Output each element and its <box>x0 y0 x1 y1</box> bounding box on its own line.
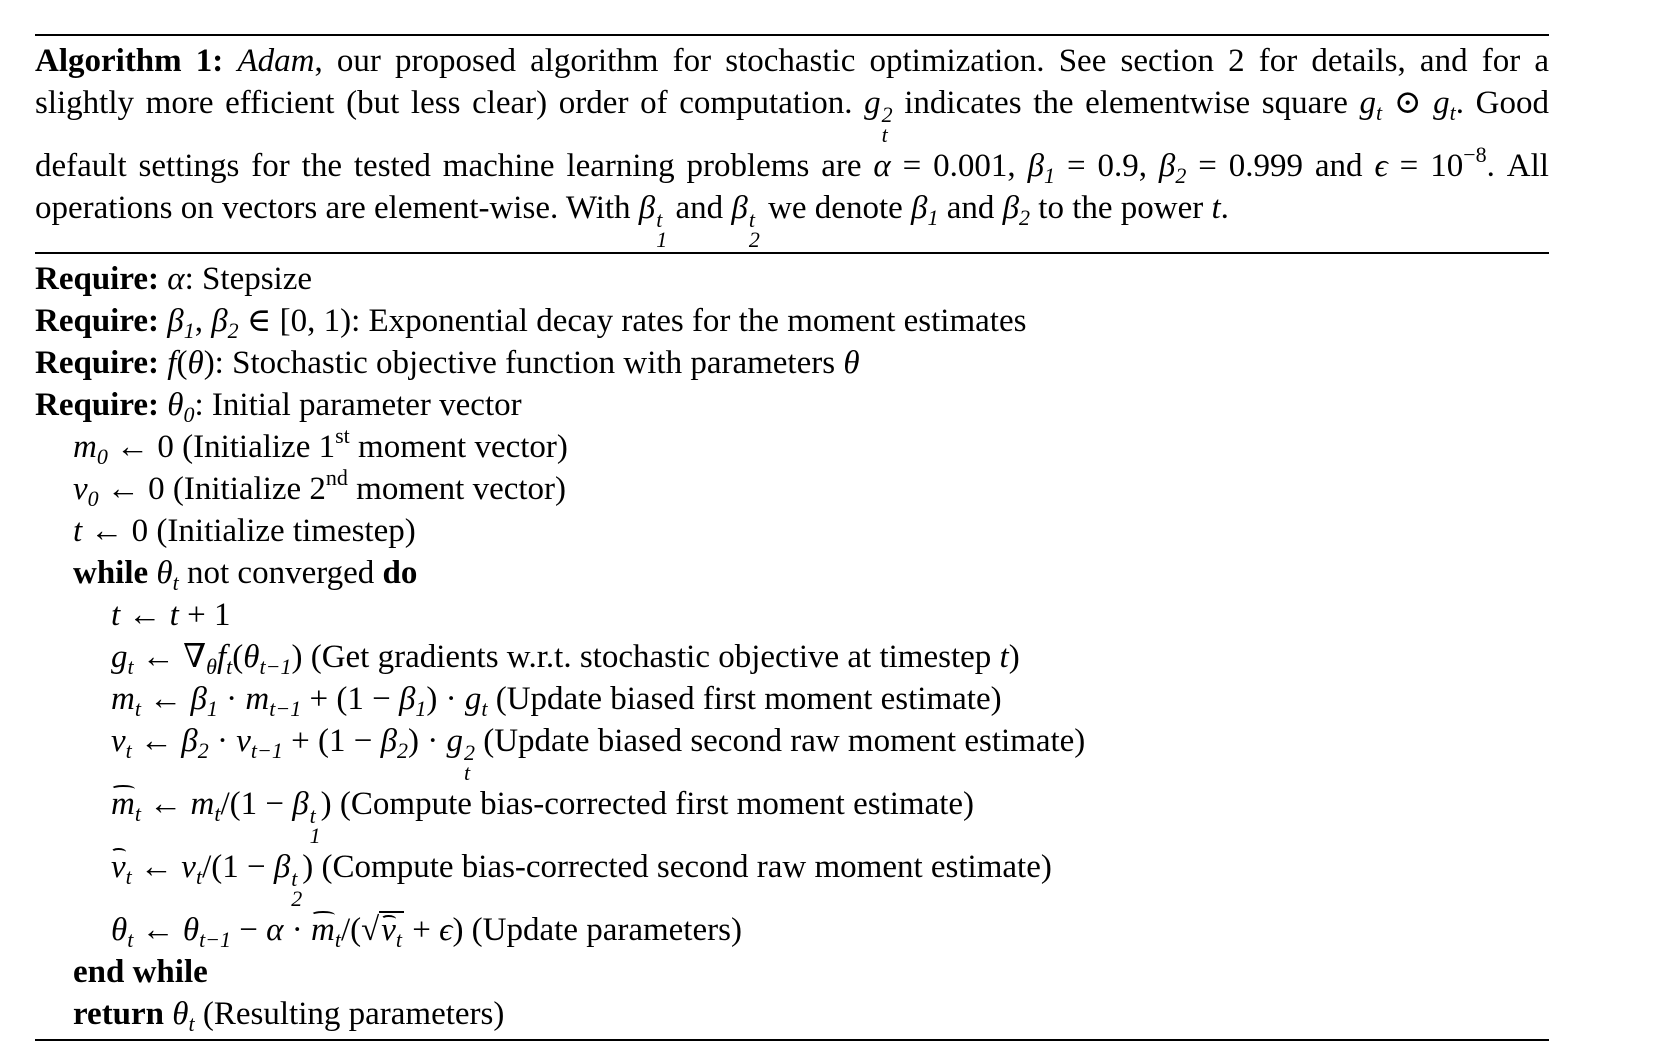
superscript: t <box>748 207 755 232</box>
superscript: st <box>335 423 350 448</box>
math-symbol: α <box>873 148 891 184</box>
text-segment: + <box>404 912 440 948</box>
subscript: 1 <box>183 318 195 343</box>
text-segment: /(√ <box>340 912 380 948</box>
math-symbol: t <box>169 597 179 633</box>
subscript: 1 <box>1044 163 1056 188</box>
subscript: 1 <box>309 823 321 848</box>
algorithm-caption <box>35 36 1549 252</box>
text-segment: ) (Compute bias-corrected first moment estimate) <box>320 786 975 822</box>
text-segment: · <box>208 723 237 759</box>
text-segment: = 0.999 and <box>1186 148 1375 184</box>
text-segment: , our proposed algorithm for stochastic optimization. See section 2 for details, and for a slightly more efficient (but less clear) order of computation. <box>35 43 1549 121</box>
superscript: t <box>291 866 298 891</box>
text-segment: /(1 − <box>220 786 293 822</box>
subscript: 2 <box>197 738 209 763</box>
subscript: 0 <box>87 486 99 511</box>
sup-subscript <box>309 803 321 848</box>
subscript: t <box>125 738 132 763</box>
algorithm-line <box>35 300 1549 342</box>
text-segment: ← <box>131 849 182 885</box>
subscript: θ <box>206 654 217 679</box>
math-symbol: β <box>1158 148 1176 184</box>
keyword: while <box>73 555 149 591</box>
algorithm-line <box>35 909 1549 951</box>
subscript: t <box>188 1011 195 1036</box>
text-segment: ) (Get gradients w.r.t. stochastic objective at timestep <box>291 639 1000 675</box>
subscript: t <box>463 760 471 785</box>
text-segment: moment vector) <box>349 429 568 465</box>
subscript: t <box>134 696 141 721</box>
math-symbol: g <box>111 639 128 675</box>
math-symbol: θ <box>243 639 260 675</box>
subscript: t−1 <box>250 738 283 763</box>
algorithm-line <box>35 678 1549 720</box>
math-symbol: β <box>1002 190 1020 226</box>
text-segment: ( <box>176 345 188 381</box>
hat-symbol: m <box>111 783 135 825</box>
subscript: t−1 <box>259 654 292 679</box>
sup-subscript <box>881 102 893 147</box>
math-symbol: β <box>190 681 207 717</box>
text-segment: ∈ [0, 1): Exponential decay rates for the moment estimates <box>238 303 1027 339</box>
math-symbol: θ <box>187 345 204 381</box>
math-symbol: t <box>1211 190 1221 226</box>
math-symbol: θ <box>111 912 128 948</box>
subscript: t <box>127 927 134 952</box>
math-symbol: Adam <box>237 43 315 79</box>
algorithm-line <box>35 510 1549 552</box>
subscript: t <box>881 122 888 147</box>
superscript: nd <box>325 465 348 490</box>
keyword: Algorithm 1: <box>35 43 224 79</box>
math-symbol: g <box>864 85 881 121</box>
hat-symbol: m <box>311 909 335 951</box>
subscript: 1 <box>415 696 427 721</box>
math-symbol: v <box>111 723 126 759</box>
math-symbol: m <box>190 786 215 822</box>
text-segment: ) <box>1008 639 1020 675</box>
math-symbol: θ <box>182 912 200 948</box>
keyword: return <box>73 996 165 1032</box>
text-segment: , <box>194 303 212 339</box>
hat-symbol: v <box>381 912 396 948</box>
text-segment: we denote <box>759 190 912 226</box>
subscript: 2 <box>227 318 239 343</box>
text-segment: ) (Update parameters) <box>452 912 742 948</box>
text-segment: ) (Compute bias-corrected second raw moment estimate) <box>302 849 1052 885</box>
keyword: Require: <box>35 387 160 423</box>
text-segment: = 0.9, <box>1055 148 1159 184</box>
text-segment: = 0.001, <box>890 148 1028 184</box>
text-segment: = 10 <box>1387 148 1464 184</box>
math-symbol: β <box>1027 148 1045 184</box>
math-symbol: θ <box>156 555 173 591</box>
text-segment: . <box>1220 190 1229 226</box>
subscript: t <box>334 927 341 952</box>
algorithm-line <box>35 552 1549 594</box>
text-segment: + (1 − <box>301 681 399 717</box>
subscript: 0 <box>96 444 108 469</box>
text-segment: ← <box>133 912 183 948</box>
algorithm-line <box>35 993 1549 1035</box>
subscript: t <box>1449 100 1456 125</box>
subscript: t <box>134 801 141 826</box>
keyword: Require: <box>35 303 160 339</box>
math-symbol: β <box>292 786 309 822</box>
text-segment: ⊙ <box>1382 85 1434 121</box>
algorithm-box <box>35 34 1549 1041</box>
math-symbol: f <box>216 639 227 675</box>
math-symbol: t <box>73 513 83 549</box>
algorithm-line <box>35 636 1549 678</box>
sup-subscript <box>748 207 760 252</box>
math-symbol: β <box>273 849 291 885</box>
subscript: t <box>481 696 488 721</box>
text-segment: (Update biased first moment estimate) <box>487 681 1002 717</box>
keyword: do <box>382 555 418 591</box>
text-segment: + (1 − <box>282 723 381 759</box>
subscript: t <box>172 570 179 595</box>
text-segment: and <box>667 190 732 226</box>
text-segment: ← 0 (Initialize timestep) <box>82 513 416 549</box>
keyword: end while <box>73 954 208 990</box>
text-segment: to the power <box>1030 190 1212 226</box>
square-root <box>379 911 404 952</box>
math-symbol: ϵ <box>1374 148 1388 184</box>
subscript: 1 <box>206 696 218 721</box>
text-segment: ← ∇ <box>133 639 207 675</box>
math-symbol: t <box>111 597 121 633</box>
sup-subscript <box>291 866 303 911</box>
subscript: 1 <box>927 205 939 230</box>
superscript: 2 <box>463 740 475 765</box>
text-segment: (Update biased second raw moment estimate) <box>474 723 1086 759</box>
text-segment: ): Stochastic objective function with parameters <box>203 345 844 381</box>
keyword: Require: <box>35 261 160 297</box>
text-segment: and <box>938 190 1003 226</box>
math-symbol: g <box>464 681 482 717</box>
math-symbol: g <box>1359 85 1377 121</box>
math-symbol: v <box>73 471 88 507</box>
text-segment: ← <box>120 597 170 633</box>
text-segment: − <box>231 912 267 948</box>
subscript: t <box>127 654 134 679</box>
algorithm-line <box>35 342 1549 384</box>
text-segment: (Resulting parameters) <box>194 996 505 1032</box>
superscript: 2 <box>881 102 893 127</box>
hat-symbol: v <box>111 846 126 888</box>
superscript: −8 <box>1463 142 1487 167</box>
algorithm-line <box>35 783 1549 846</box>
superscript: t <box>656 207 663 232</box>
algorithm-line <box>35 594 1549 636</box>
text-segment: not converged <box>178 555 383 591</box>
algorithm-line <box>35 720 1549 783</box>
subscript: 1 <box>656 227 668 252</box>
subscript: t <box>226 654 233 679</box>
subscript: t <box>1376 100 1383 125</box>
math-symbol: f <box>167 345 177 381</box>
text-segment: · <box>283 912 311 948</box>
math-symbol: θ <box>843 345 860 381</box>
math-symbol: m <box>73 429 97 465</box>
math-symbol: α <box>266 912 284 948</box>
algorithm-line <box>35 258 1549 300</box>
subscript: t <box>214 801 221 826</box>
math-symbol: g <box>446 723 463 759</box>
subscript: 2 <box>397 738 408 763</box>
math-symbol: g <box>1433 85 1450 121</box>
text-segment: /(1 − <box>202 849 274 885</box>
math-symbol: β <box>638 190 656 226</box>
algorithm-body <box>35 254 1549 1039</box>
text-segment: ← 0 (Initialize 2 <box>98 471 326 507</box>
text-segment: ( <box>232 639 244 675</box>
text-segment: . Good default settings for the tested machine learning problems are <box>35 85 1549 184</box>
algorithm-line <box>35 465 1549 511</box>
math-symbol: t <box>999 639 1009 675</box>
subscript: 2 <box>291 886 303 911</box>
math-symbol: θ <box>167 387 184 423</box>
subscript: t−1 <box>199 927 232 952</box>
superscript: t <box>309 803 316 828</box>
text-segment: ← <box>140 681 191 717</box>
math-symbol: θ <box>172 996 189 1032</box>
algorithm-line <box>35 846 1549 909</box>
text-segment: ← <box>140 786 191 822</box>
subscript: 2 <box>1019 205 1031 230</box>
math-symbol: v <box>181 849 196 885</box>
text-segment: moment vector) <box>347 471 567 507</box>
math-symbol: v <box>236 723 251 759</box>
math-symbol: ϵ <box>439 912 453 948</box>
math-symbol: β <box>167 303 184 339</box>
subscript: t−1 <box>269 696 302 721</box>
sup-subscript <box>656 207 668 252</box>
algorithm-line <box>35 384 1549 426</box>
text-segment: : Initial parameter vector <box>194 387 522 423</box>
subscript: t <box>125 864 132 889</box>
math-symbol: β <box>731 190 748 226</box>
text-segment: . All operations on vectors are element-wise. With <box>35 148 1549 226</box>
math-symbol: m <box>111 681 135 717</box>
algorithm-line <box>35 951 1549 993</box>
subscript: 2 <box>1175 163 1187 188</box>
math-symbol: β <box>398 681 416 717</box>
sup-subscript <box>463 740 475 785</box>
math-symbol: β <box>181 723 198 759</box>
math-symbol: α <box>167 261 185 297</box>
subscript: 0 <box>183 402 195 427</box>
text-segment: ) · <box>426 681 465 717</box>
bottom-rule <box>35 1039 1549 1041</box>
text-segment: ← <box>131 723 182 759</box>
math-symbol: m <box>245 681 270 717</box>
math-symbol: β <box>380 723 397 759</box>
subscript: t <box>195 864 203 889</box>
text-segment: : Stepsize <box>184 261 313 297</box>
subscript: 2 <box>748 227 760 252</box>
math-symbol: β <box>911 190 928 226</box>
text-segment: ) · <box>408 723 447 759</box>
math-symbol: β <box>211 303 228 339</box>
keyword: Require: <box>35 345 160 381</box>
algorithm-line <box>35 423 1549 469</box>
text-segment: indicates the elementwise square <box>892 85 1360 121</box>
text-segment: · <box>217 681 246 717</box>
text-segment: + 1 <box>178 597 231 633</box>
text-segment: ← 0 (Initialize 1 <box>107 429 336 465</box>
text-segment <box>223 43 237 79</box>
subscript: t <box>395 927 403 952</box>
